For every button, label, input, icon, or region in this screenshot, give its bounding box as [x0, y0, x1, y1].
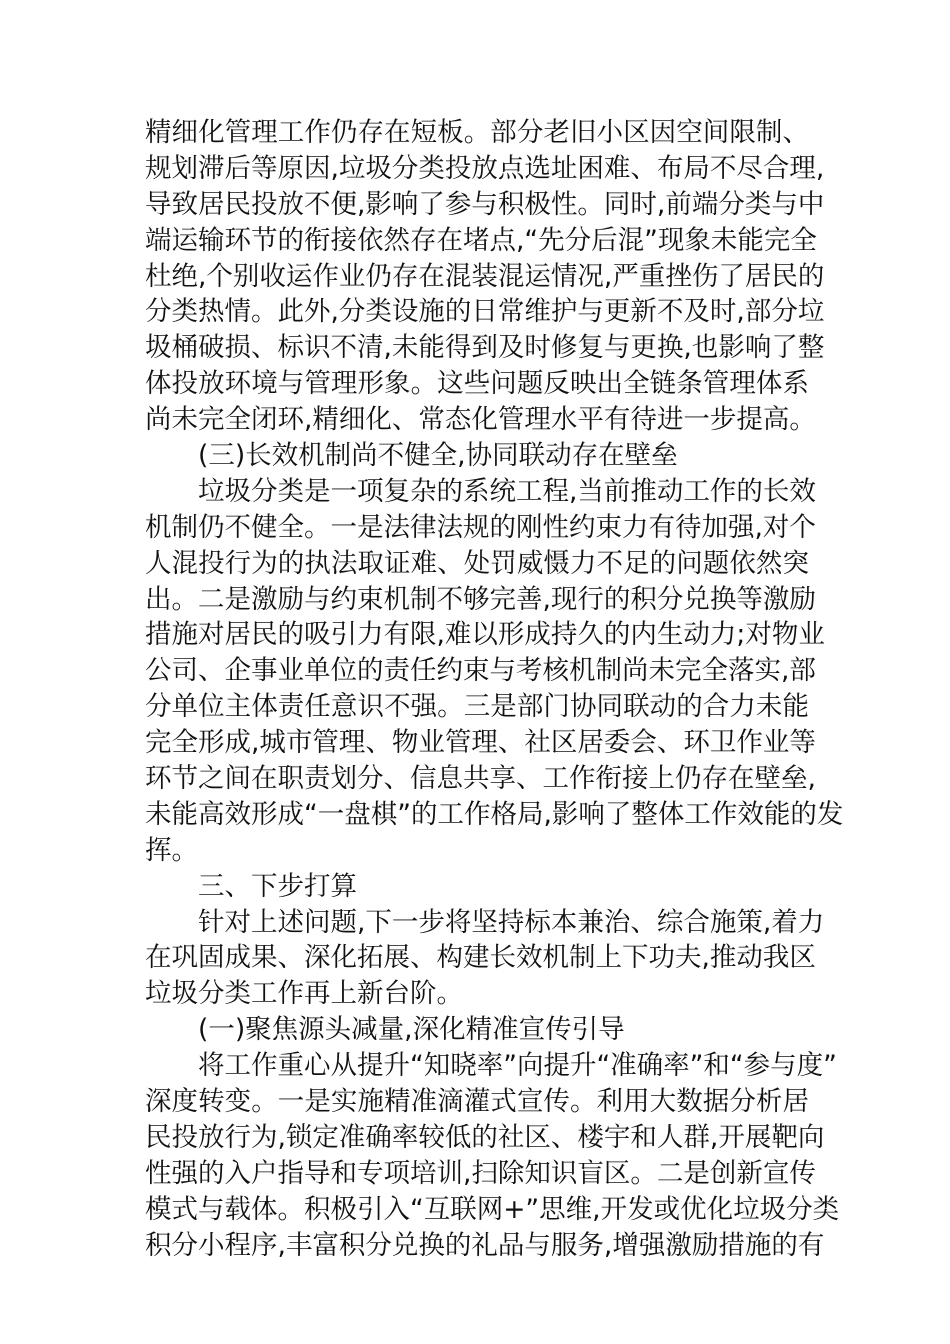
- paragraph-line: 环节之间在职责划分、信息共享、工作衔接上仍存在壁垒,: [145, 763, 816, 795]
- paragraph-line: 人混投行为的执法取证难、处罚威慑力不足的问题依然突: [145, 547, 809, 579]
- paragraph-line: 导致居民投放不便,影响了参与积极性。同时,前端分类与中: [145, 188, 825, 220]
- paragraph-line: 精细化管理工作仍存在短板。部分老旧小区因空间限制、: [145, 117, 809, 148]
- paragraph-line: 民投放行为,锁定准确率较低的社区、楼宇和人群,开展靶向: [145, 1121, 825, 1153]
- paragraph-line: 圾桶破损、标识不清,未能得到及时修复与更换,也影响了整: [145, 332, 825, 364]
- paragraph-line: 分单位主体责任意识不强。三是部门协同联动的合力未能: [145, 691, 809, 723]
- paragraph-line: 积分小程序,丰富积分兑换的礼品与服务,增强激励措施的有: [145, 1229, 825, 1261]
- paragraph-line: 深度转变。一是实施精准滴灌式宣传。利用大数据分析居: [145, 1086, 809, 1118]
- paragraph-line: 公司、企事业单位的责任约束与考核机制尚未完全落实,部: [145, 655, 816, 687]
- paragraph-line: 措施对居民的吸引力有限,难以形成持久的内生动力;对物业: [145, 619, 825, 651]
- paragraph-line: 模式与载体。积极引入“互联网+”思维,开发或优化垃圾分类: [145, 1193, 840, 1225]
- paragraph-line: 杜绝,个别收运作业仍存在混装混运情况,严重挫伤了居民的: [145, 260, 825, 292]
- paragraph-line: 垃圾分类工作再上新台阶。: [145, 978, 463, 1010]
- paragraph-line: 分类热情。此外,分类设施的日常维护与更新不及时,部分垃: [145, 296, 825, 328]
- paragraph-line: 性强的入户指导和专项培训,扫除知识盲区。二是创新宣传: [145, 1157, 816, 1189]
- paragraph-line: 出。二是激励与约束机制不够完善,现行的积分兑换等激励: [145, 583, 816, 615]
- paragraph-line: 将工作重心从提升“知晓率”向提升“准确率”和“参与度”: [198, 1050, 837, 1082]
- paragraph-line: 未能高效形成“一盘棋”的工作格局,影响了整体工作效能的发: [145, 798, 844, 830]
- document-page: [145, 115, 844, 1264]
- section-heading-3: (三)长效机制尚不健全,协同联动存在壁垒: [198, 440, 678, 472]
- paragraph-line: 挥。: [145, 834, 198, 866]
- paragraph-line: 尚未完全闭环,精细化、常态化管理水平有待进一步提高。: [145, 404, 816, 436]
- paragraph-line: 规划滞后等原因,垃圾分类投放点选址困难、布局不尽合理,: [145, 152, 825, 184]
- paragraph-line: 针对上述问题,下一步将坚持标本兼治、综合施策,着力: [198, 906, 825, 938]
- paragraph-line: 机制仍不健全。一是法律法规的刚性约束力有待加强,对个: [145, 511, 816, 543]
- paragraph-line: 在巩固成果、深化拓展、构建长效机制上下功夫,推动我区: [145, 942, 816, 974]
- section-heading-next-steps: 三、下步打算: [198, 870, 357, 902]
- paragraph-line: 端运输环节的衔接依然存在堵点,“先分后混”现象未能完全: [145, 224, 817, 256]
- paragraph-line: 完全形成,城市管理、物业管理、社区居委会、环卫作业等: [145, 727, 816, 759]
- paragraph-line: 体投放环境与管理形象。这些问题反映出全链条管理体系: [145, 368, 809, 400]
- section-heading-1: (一)聚焦源头减量,深化精准宣传引导: [198, 1014, 625, 1046]
- paragraph-line: 垃圾分类是一项复杂的系统工程,当前推动工作的长效: [198, 475, 816, 507]
